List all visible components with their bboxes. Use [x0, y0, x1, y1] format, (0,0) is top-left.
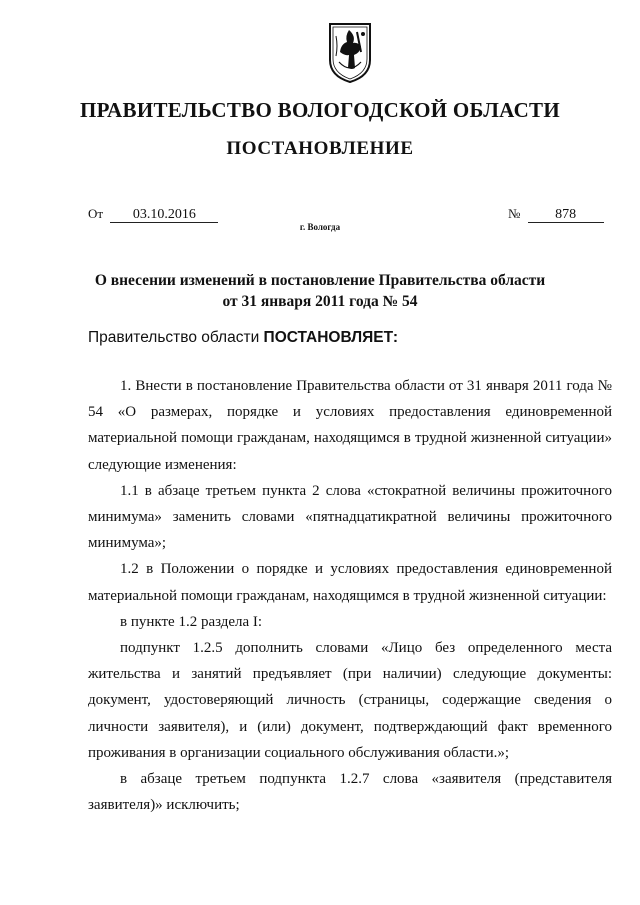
city-label: г. Вологда — [299, 222, 341, 232]
number-field — [508, 206, 604, 223]
date-prefix: От — [88, 206, 104, 221]
paragraph-clause-1-2: в пункте 1.2 раздела I: — [120, 613, 263, 630]
title-line-1: О внесении изменений в постановление Правительства области — [94, 272, 546, 289]
document-title — [0, 270, 640, 312]
paragraph-1: 1. Внести в постановление Правительства области от 31 января 2011 года № 54 «О размерах, порядке и условиях предоставления единовременной материальной помощи гражданам, находящимся в трудной жизненной ситуации» следующие изменения: — [88, 378, 612, 473]
number-value: 878 — [528, 207, 604, 223]
coat-of-arms-emblem — [327, 22, 373, 84]
paragraph-1-2: 1.2 в Положении о порядке и условиях предоставления единовременной материальной помощи гражданам, находящимся в трудной жизненной ситуации: — [88, 561, 612, 604]
title-line-2: от 31 января 2011 года № 54 — [222, 293, 418, 310]
date-field — [88, 206, 218, 223]
government-title: ПРАВИТЕЛЬСТВО ВОЛОГОДСКОЙ ОБЛАСТИ — [79, 98, 560, 122]
number-prefix: № — [508, 206, 521, 221]
document-type: ПОСТАНОВЛЕНИЕ — [226, 138, 414, 159]
body-text — [88, 373, 612, 818]
lead-text: Правительство области — [88, 329, 260, 346]
paragraph-subclause-1-2-5: подпункт 1.2.5 дополнить словами «Лицо без определенного места жительства и занятий предъявляет (при наличии) следующие документы: документ, удостоверяющий личность (страницы, содержащие сведения о личности заявителя), и (или) документ, подтверждающий факт временного проживания в организации социального обслуживания области.»; — [88, 640, 612, 761]
lead-statement — [88, 329, 398, 347]
lead-bold: ПОСТАНОВЛЯЕТ: — [263, 329, 399, 346]
date-value: 03.10.2016 — [110, 207, 218, 223]
paragraph-1-1: 1.1 в абзаце третьем пункта 2 слова «стократной величины прожиточного минимума» заменить словами «пятнадцатикратной величины прожиточного минимума»; — [88, 482, 612, 552]
paragraph-subclause-1-2-7: в абзаце третьем подпункта 1.2.7 слова «заявителя (представителя заявителя)» исключить; — [88, 771, 612, 814]
